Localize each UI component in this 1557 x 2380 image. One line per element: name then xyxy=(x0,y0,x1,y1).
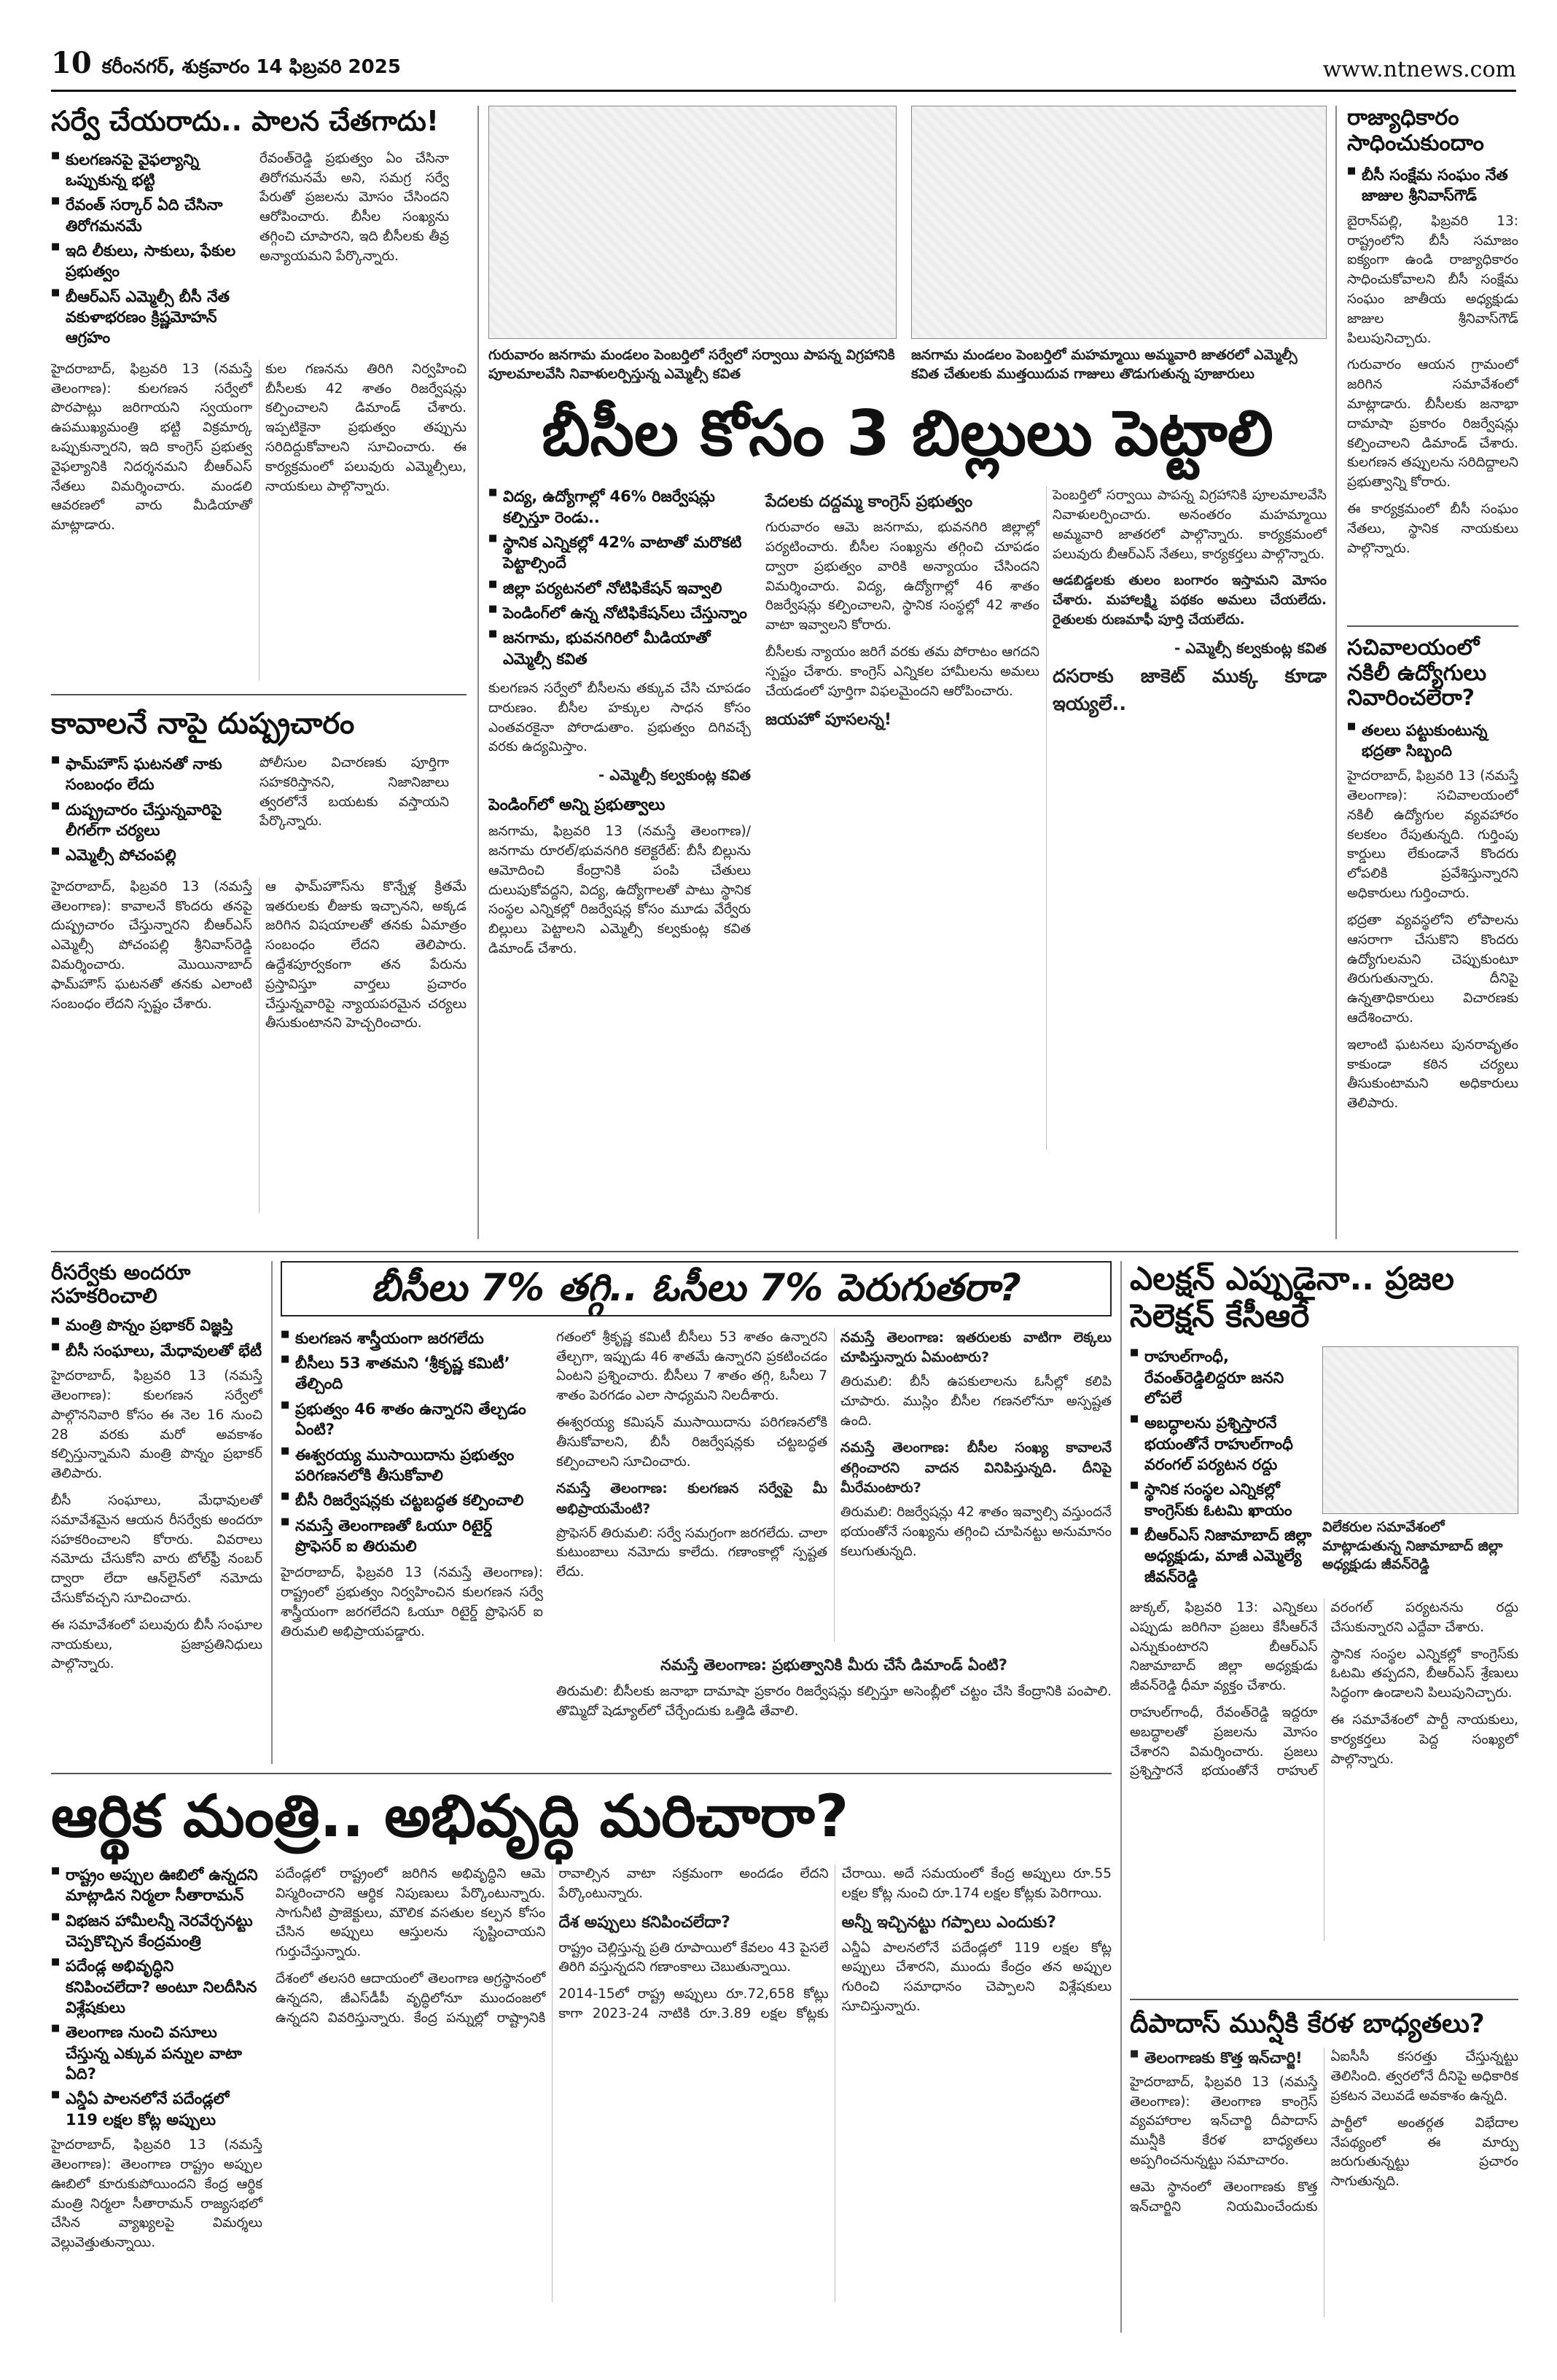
bullet-item: ■ స్థానిక సంస్థల ఎన్నికల్లో కాంగ్రెస్‌కు ఓటమి ఖాయం xyxy=(1130,1479,1312,1521)
quote-signature: - ఎమ్మెల్సీ కల్వకుంట్ల కవిత xyxy=(1174,639,1327,657)
subheading: పెండింగ్‌లో అన్ని ప్రభుత్వాలు xyxy=(488,796,666,815)
article-bullets xyxy=(488,486,751,669)
bullet-item: ■ తెలంగాణకు కొత్త ఇన్‌చార్జి! xyxy=(1130,2048,1318,2068)
paragraph: హైదరాబాద్‌, ఫిబ్రవరి 13 (నమస్తే తెలంగాణ): కావాలనే కొందరు తనపై దుష్ప్రచారం చేస్తున్నారని బీఆర్‌ఎస్‌ ఎమ్మెల్సీ పోచంపల్లి శ్రీనివాస్‌రెడ్డి విమర్శించారు. మొయినాబాద్‌ ఫామ్‌హౌస్‌ ఘటనతో తనకు ఎలాంటి సంబంధం లేదని స్పష్టం చేశారు. xyxy=(51,878,252,1012)
bullet-item: ■ విద్య, ఉద్యోగాల్లో 46% రిజర్వేషన్లు కల్పిస్తూ రెండు.. xyxy=(488,486,751,528)
bullet-item: ■ బీసీలు 53 శాతమని ‘శ్రీకృష్ణ కమిటీ’ తేల్చింది xyxy=(281,1353,543,1394)
article-body-right xyxy=(260,149,449,353)
paragraph: ఈ సమావేశంలో పలువురు బీసీ సంఘాల నాయకులు, ప్రజాప్రతినిధులు పాల్గొన్నారు. xyxy=(51,1617,262,1672)
quote-text: కులగణన సర్వేలో బీసీలను తక్కువ చేసి చూపడం దారుణం. బీసీల హక్కుల సాధన కోసం ఎంతవరకైనా పోరాడుతాం. ప్రభుత్వం దిగివచ్చే వరకు ఉద్యమిస్తాం. xyxy=(488,680,751,755)
bullet-item: ■ పదేండ్ల అభివృద్ధిని కనిపించలేదా? అంటూ నిలదీసిన విశ్లేషకులు xyxy=(51,1956,262,2018)
interview-question: నమస్తే తెలంగాణ: ఇతరులకు వాటిగా లెక్కలు చూపిస్తున్నారు ఏమంటారు? xyxy=(840,1329,1112,1366)
paragraph: ఇలాంటి ఘటనలు పునరావృతం కాకుండా కఠిన చర్యలు తీసుకుంటామని అధికారులు తెలిపారు. xyxy=(1347,1037,1518,1112)
interview-answer: తిరుమలి: రిజర్వేషన్లు 42 శాతం ఇవ్వాల్సి వస్తుందనే భయంతోనే సంఖ్యను తగ్గించి చూపినట్టు అనుమానం కలుగుతున్నది. xyxy=(840,1504,1112,1559)
page-folio xyxy=(51,46,1516,92)
paragraph: బైరాన్‌పల్లి, ఫిబ్రవరి 13: రాష్ట్రంలోని బీసీ సమాజం ఐక్యంగా ఉండి రాజ్యాధికారం సాధించుకోవాలని బీసీ సంక్షేమ సంఘం జాతీయ అధ్యక్షుడు జాజుల శ్రీనివాస్‌గౌడ్‌ పిలుపునిచ్చారు. xyxy=(1347,213,1518,346)
paragraph: ఈశ్వరయ్య కమిషన్‌ ముసాయిదాను పరిగణనలోకి తీసుకోవాలని, బీసీ రిజర్వేషన్లకు చట్టబద్ధత కల్పించాలని సూచించారు. xyxy=(556,1415,827,1470)
article-bullets xyxy=(51,149,248,353)
article-deepa-dasmunshi xyxy=(1130,2009,1518,2333)
column-rule xyxy=(1335,106,1337,1239)
subheading: అన్నీ ఇచ్చినట్టు గప్పాలు ఎందుకు? xyxy=(841,1913,1056,1932)
bullet-item: ■ జనగామ, భువనగిరిలో మీడియాతో ఎమ్మెల్సీ కవిత xyxy=(488,628,751,669)
paragraph: రాష్ట్రం చెల్లిస్తున్న ప్రతి రూపాయిలో కేవలం 43 పైసలే తిరిగి వస్తున్నదని గణాంకాలు చెబుతున్నాయి. xyxy=(558,1940,829,1975)
interview-question: నమస్తే తెలంగాణ: కులగణన సర్వేపై మీ అభిప్రాయమేంటి? xyxy=(556,1480,827,1518)
photo-kavitha-jatara xyxy=(911,106,1327,339)
website-link[interactable]: www.ntnews.com xyxy=(1322,57,1516,82)
bullet-item: ■ బీఆర్‌ఎస్‌ నిజామాబాద్‌ జిల్లా అధ్యక్షుడు, మాజీ ఎమ్మెల్యే జీవన్‌రెడ్డి xyxy=(1130,1525,1312,1587)
paragraph: రాహుల్‌గాంధీ, రేవంత్‌రెడ్డి ఇద్దరూ అబద్ధాలతో ప్రజలను మోసం చేశారని విమర్శించారు. ప్రజలు ప్రశ్నిస్తారనే భయంతోనే రాహుల్‌ వరంగల్‌ పర్యటనను రద్దు చేసుకున్నారని ఎద్దేవా చేశారు. xyxy=(1130,1599,1518,1779)
bullet-item: ■ బీసీ సంక్షేమ సంఘం నేత జాజుల శ్రీనివాస్‌గౌడ్‌ xyxy=(1347,165,1518,206)
article-bullets xyxy=(281,1328,543,1556)
bullet-item: ■ అబద్ధాలను ప్రశ్నిస్తారనే భయంతోనే రాహుల్‌గాంధీ వరంగల్‌ పర్యటన రద్దు xyxy=(1130,1413,1312,1475)
paragraph: పోలీసుల విచారణకు పూర్తిగా సహకరిస్తానని, నిజానిజాలు త్వరలోనే బయటకు వస్తాయని పేర్కొన్నారు. xyxy=(260,755,449,830)
paragraph: హైదరాబాద్‌, ఫిబ్రవరి 13 (నమస్తే తెలంగాణ): తెలంగాణ రాష్ట్రం అప్పుల ఊబిలో కూరుకుపోయిందని కేంద్ర ఆర్థిక మంత్రి నిర్మలా సీతారామన్‌ రాజ్యసభలో చేసిన వ్యాఖ్యలపై విమర్శలు వెల్లువెత్తుతున్నాయి. xyxy=(51,2137,262,2251)
article-false-propaganda xyxy=(51,707,467,1239)
bullet-item: ■ విభజన హామీలన్నీ నెరవేర్చనట్టు చెప్పకొచ్చిన కేంద్రమంత్రి xyxy=(51,1911,262,1952)
bullet-item: ■ రాహుల్‌గాంధీ, రేవంత్‌రెడ్డిలిద్దరూ జనని లోపలే xyxy=(1130,1346,1312,1408)
divider xyxy=(51,694,467,695)
paragraph: ఈ కార్యక్రమంలో బీసీ సంఘం నేతలు, స్థానిక నాయకులు పాల్గొన్నారు. xyxy=(1347,502,1518,556)
bullet-item: ■ తలలు పట్టుకుంటున్న భద్రతా సిబ్బంది xyxy=(1347,720,1518,762)
article-body-columns xyxy=(765,486,1327,1150)
bullet-item: ■ స్థానిక ఎన్నికల్లో 42% వాటాతో మరొకటి పెట్టాల్సిందే xyxy=(488,532,751,574)
subheading: పేదలకు దద్దమ్మ కాంగ్రెస్‌ ప్రభుత్వం xyxy=(765,493,973,512)
bullet-item: ■ ఈశ్వరయ్య ముసాయిదాను ప్రభుత్వం పరిగణనలోకి తీసుకోవాలి xyxy=(281,1445,543,1486)
dateline: కరీంనగర్‌, శుక్రవారం 14 ఫిబ్రవరి 2025 xyxy=(101,56,401,78)
left-column xyxy=(488,486,751,1150)
bullet-item: ■ మంత్రి పొన్నం ప్రభాకర్‌ విజ్ఞప్తి xyxy=(51,1315,262,1335)
article-headline: ఎలక్షన్‌ ఎప్పుడైనా.. ప్రజల సెలెక్షన్‌ కేసీఆరే xyxy=(1130,1261,1454,1335)
paragraph: ఈ సమావేశంలో పార్టీ నాయకులు, కార్యకర్తలు పెద్ద సంఖ్యలో పాల్గొన్నారు. xyxy=(1330,1712,1518,1767)
divider xyxy=(51,1773,1112,1774)
paragraph: హైదరాబాద్‌, ఫిబ్రవరి 13 (నమస్తే తెలంగాణ): కులగణన సర్వేలో పొరపాట్లు జరిగాయని స్వయంగా ఉపముఖ్యమంత్రి భట్టి విక్రమార్క ఒప్పుకున్నారని, ఇది కాంగ్రెస్‌ ప్రభుత్వ వైఫల్యానికి నిదర్శనమని బీఆర్‌ఎస్‌ నేతలు విమర్శించారు. మండలి ఆవరణలో వారు మీడియాతో మాట్లాడారు. xyxy=(51,361,252,534)
article-bullets xyxy=(1347,165,1518,206)
article-survey-failure xyxy=(51,106,467,682)
photo-caption: విలేకరుల సమావేశంలో మాట్లాడుతున్న నిజామాబాద్‌ జిల్లా అధ్యక్షుడు జీవన్‌రెడ్డి xyxy=(1322,1519,1503,1573)
quote-box xyxy=(488,679,751,786)
paragraph: బీసీలకు న్యాయం జరిగే వరకు తమ పోరాటం ఆగదని స్పష్టం చేశారు. కాంగ్రెస్‌ ఎన్నికల హామీలను అమలు చేయడంలో పూర్తిగా విఫలమైందని ఆరోపించారు. xyxy=(765,644,1039,699)
bullet-item: ■ జిల్లా పర్యటనలో నోటిఫికేషన్‌ ఇవ్వాలి xyxy=(488,578,751,598)
subheading: దసరాకు జాకెట్‌ ముక్క కూడా ఇయ్యలే.. xyxy=(1053,665,1327,715)
paragraph: ఆమె స్థానంలో తెలంగాణకు కొత్త ఇన్‌చార్జిని నియమించేందుకు ఏఐసీసీ కసరత్తు చేస్తున్నట్టు తెలిసింది. త్వరలోనే దీనిపై అధికారిక ప్రకటన వెలువడే అవకాశం ఉన్నది. xyxy=(1130,2049,1518,2215)
demand-section xyxy=(556,1656,1112,1722)
bullet-item: ■ ఎమ్మెల్సీ పోచంపల్లి xyxy=(51,845,248,865)
paragraph: హైదరాబాద్‌, ఫిబ్రవరి 13 (నమస్తే తెలంగాణ): సచివాలయంలో నకిలీ ఉద్యోగుల వ్యవహారం కలకలం రేపుతున్నది. గుర్తింపు కార్డులు లేకుండానే కొందరు లోపలికి ప్రవేశిస్తున్నారని అధికారులు గుర్తించారు. xyxy=(1347,768,1518,902)
paragraph: గురువారం ఆమె జనగామ, భువనగిరి జిల్లాల్లో పర్యటించారు. బీసీల సంఖ్యను తగ్గించి చూపడం ద్వారా ప్రభుత్వం వారికి అన్యాయం చేసిందని విమర్శించారు. విద్య, ఉద్యోగాల్లో 46 శాతం రిజర్వేషన్లు కల్పించాలని, స్థానిక సంస్థల్లో 42 శాతం వాటా ఇవ్వాలని కోరారు. xyxy=(765,520,1039,633)
paragraph: తిరుమలి: బీసీలకు జనాభా దామాషా ప్రకారం రిజర్వేషన్లు కల్పిస్తూ అసెంబ్లీలో చట్టం చేసి కేంద్రానికి పంపాలి. తొమ్మిదో షెడ్యూల్‌లో చేర్చేందుకు ఒత్తిడి తేవాలి. xyxy=(556,1684,1112,1720)
subheading: దేశ అప్పులు కనిపించలేదా? xyxy=(558,1913,730,1932)
bullet-item: ■ బీసీ రిజర్వేషన్లకు చట్టబద్ధత కల్పించాలి xyxy=(281,1490,543,1510)
paragraph: జనగామ, ఫిబ్రవరి 13 (నమస్తే తెలంగాణ)/జనగామ రూరల్‌/భువనగిరి కలెక్టరేట్‌: బీసీ బిల్లును ఆమోదించి కేంద్రానికి పంపి చేతులు దులుపుకోవద్దని, విద్య, ఉద్యోగాలతో పాటు స్థానిక సంస్థల ఎన్నికల్లో రిజర్వేషన్ల కోసం మూడు వేర్వేరు బిల్లులు పెట్టాలని ఎమ్మెల్సీ కల్వకుంట్ల కవిత డిమాండ్‌ చేశారు. xyxy=(488,824,751,957)
photo-kavitha-tribute xyxy=(488,106,897,339)
paragraph: దేశంలో తలసరి ఆదాయంలో తెలంగాణ అగ్రస్థానంలో ఉన్నదని, జీఎస్‌డీపీ వృద్ధిలోనూ ముందంజలో ఉన్నదని వివరిస్తున్నారు. కేంద్ర పన్నుల్లో రాష్ట్రానికి రావాల్సిన వాటా సక్రమంగా అందడం లేదని పేర్కొంటున్నారు. xyxy=(276,1866,829,2026)
bullet-item: ■ బీసీ సంఘాలు, మేధావులతో భేటీ xyxy=(51,1341,262,1361)
interview-columns xyxy=(556,1328,1112,1642)
article-bullets xyxy=(51,754,248,870)
article-headline: సర్వే చేయరాదు.. పాలన చేతగాదు! xyxy=(51,106,440,137)
bullet-item: ■ కులగణన శాస్త్రీయంగా జరగలేదు xyxy=(281,1328,543,1349)
divider xyxy=(1347,625,1518,627)
article-body xyxy=(1347,767,1518,1114)
bullet-item: ■ దుష్ప్రచారం చేస్తున్నవారిపై లీగల్‌గా చర్యలు xyxy=(51,800,248,841)
paragraph: గురువారం ఆయన గ్రామంలో జరిగిన సమావేశంలో మాట్లాడారు. బీసీలకు జనాభా దామాషా ప్రకారం రిజర్వేషన్లు కల్పించాలని డిమాండ్‌ చేశారు. కులగణన తప్పులను సరిదిద్దాలని ప్రభుత్వాన్ని కోరారు. xyxy=(1347,357,1518,491)
article-body xyxy=(51,878,467,1213)
article-fake-employees xyxy=(1347,636,1518,1239)
article-body xyxy=(1347,212,1518,559)
article-finance-minister xyxy=(51,1783,1112,2333)
article-bc-bills xyxy=(488,106,1327,1239)
article-bullets xyxy=(1347,720,1518,762)
photo-caption: గురువారం జనగామ మండలం పెంబర్తిలో సర్వేలో సర్వాయి పాపన్న విగ్రహానికి పూలమాలవేసి నివాళులర్పిస్తున్న ఎమ్మెల్సీ కవిత xyxy=(488,347,895,382)
interview-question: నమస్తే తెలంగాణ: ప్రభుత్వానికి మీరు చేసే డిమాండ్‌ ఏంటి? xyxy=(660,1656,1007,1674)
bullet-item: ■ బీఆర్‌ఎస్‌ ఎమ్మెల్సీ బీసీ నేత వకుళాభరణం క్రిష్ణమోహన్‌ ఆగ్రహం xyxy=(51,286,248,348)
article-body xyxy=(51,1367,262,1674)
bullet-item: ■ రాష్ట్రం అప్పుల ఊబిలో ఉన్నదని మాట్లాడిన నిర్మలా సీతారామన్‌ xyxy=(51,1865,262,1906)
paragraph: ఎన్డీఏ పాలనలోనే పదేండ్లలో 119 లక్షల కోట్ల అప్పులు చేశారని, ముందు కేంద్రం తన అప్పుల గురించి సమాధానం చెప్పాలని విశ్లేషకులు సూచిస్తున్నారు. xyxy=(841,1940,1112,2014)
quote-signature: - ఎమ్మెల్సీ కల్వకుంట్ల కవిత xyxy=(598,766,751,784)
article-interview-tirumali xyxy=(281,1261,1112,1764)
article-body xyxy=(281,1564,543,1642)
article-resurvey xyxy=(51,1261,262,1764)
article-bullets xyxy=(1130,2048,1318,2068)
article-headline: బీసీల కోసం 3 బిల్లులు పెట్టాలి xyxy=(542,397,1273,471)
paragraph: బీసీ సంఘాలు, మేధావులతో సమావేశమైన ఆయన రీసర్వేకు అందరూ సహకరించాలని కోరారు. వివరాలు నమోదు చేసుకోని వారు టోల్‌ఫ్రీ నంబర్‌ ద్వారా లేదా ఆన్‌లైన్‌లో నమోదు చేసుకోవచ్చని సూచించారు. xyxy=(51,1492,262,1606)
article-political-power xyxy=(1347,106,1518,616)
photo-caption: జనగామ మండలం పెంబర్తిలో మహమ్మాయి అమ్మవారి జాతరలో ఎమ్మెల్సీ కవిత చేతులకు ముత్తయిదువ గాజులు తొడుగుతున్న పూజారులు xyxy=(911,347,1298,382)
article-body-right xyxy=(260,754,449,870)
page-number: 10 xyxy=(51,46,92,80)
bullet-item: ■ పెండింగ్‌లో ఉన్న నోటిఫికేషన్‌లు చేస్తున్నాం xyxy=(488,603,751,623)
bullet-item: ■ ఇది లీకులు, సాకులు, ఫేకుల ప్రభుత్వం xyxy=(51,241,248,282)
interview-answer: ప్రొఫెసర్‌ తిరుమలి: సర్వే సమగ్రంగా జరగలేదు. చాలా కుటుంబాలు నమోదు కాలేదు. గణాంకాల్లో స్పష్టత లేదు. xyxy=(556,1525,827,1580)
article-headline: కావాలనే నాపై దుష్ప్రచారం xyxy=(51,707,355,741)
bullet-item: ■ ఎన్డీఏ పాలనలోనే పదేండ్లలో 119 లక్షల కోట్ల అప్పులు xyxy=(51,2088,262,2130)
article-bullets xyxy=(1130,1346,1312,1591)
article-body xyxy=(488,822,751,959)
column-rule xyxy=(1120,1261,1122,2333)
article-headline: రీసర్వేకు అందరూ సహకరించాలి xyxy=(51,1261,191,1308)
left-column xyxy=(281,1328,543,1650)
article-bullets xyxy=(51,1865,262,2130)
paragraph: పెంబర్తిలో సర్వాయి పాపన్న విగ్రహానికి పూలమాలవేసి నివాళులర్పించారు. అనంతరం మహమ్మాయి అమ్మవారి జాతరలో పాల్గొన్నారు. కార్యక్రమంలో పలువురు బీఆర్‌ఎస్‌ నేతలు, కార్యకర్తలు పాల్గొన్నారు. xyxy=(1053,488,1327,562)
bullet-item: ■ ఫామ్‌హౌస్‌ ఘటనతో నాకు సంబంధం లేదు xyxy=(51,754,248,795)
interview-question: నమస్తే తెలంగాణ: బీసీల సంఖ్య కావాలనే తగ్గించారని వాదన వినిపిస్తున్నది. దీనిపై మీరేమంటారు? xyxy=(840,1440,1112,1497)
bullet-item: ■ రేవంత్‌ సర్కార్‌ ఏది చేసినా తిరోగమనమే xyxy=(51,195,248,236)
paragraph: హైదరాబాద్‌, ఫిబ్రవరి 13 (నమస్తే తెలంగాణ): రాష్ట్రంలో ప్రభుత్వం నిర్వహించిన కులగణన సర్వే శాస్త్రీయంగా జరగలేదని ఓయూ రిటైర్డ్‌ ప్రొఫెసర్‌ ఐ తిరుమలి అభిప్రాయపడ్డారు. xyxy=(281,1565,543,1639)
article-body-columns xyxy=(276,1865,1112,2302)
column-rule xyxy=(477,106,479,1239)
paragraph: పార్టీలో అంతర్గత విభేదాల నేపథ్యంలో ఈ మార్పు జరుగుతున్నట్టు ప్రచారం సాగుతున్నది. xyxy=(1330,2115,1518,2190)
paragraph: హైదరాబాద్‌, ఫిబ్రవరి 13 (నమస్తే తెలంగాణ): తెలంగాణ కాంగ్రెస్‌ వ్యవహారాల ఇన్‌చార్జి దీపాదాస్‌ మున్షీకి కేరళ బాధ్యతలు అప్పగించనున్నట్టు సమాచారం. xyxy=(1130,2074,1318,2168)
paragraph: కుల గణనను తిరిగి నిర్వహించి బీసీలకు 42 శాతం రిజర్వేషన్లు కల్పించాలని డిమాండ్‌ చేశారు. ఇప్పటికైనా ప్రభుత్వం తప్పును సరిదిద్దుకోవాలని సూచించారు. ఈ కార్యక్రమంలో పలువురు ఎమ్మెల్సీలు, నాయకులు పాల్గొన్నారు. xyxy=(265,361,467,494)
paragraph: ఆ ఫామ్‌హౌస్‌ను కొన్నేళ్ల క్రితమే ఇతరులకు లీజుకు ఇచ్చానని, అక్కడ జరిగిన విషయాలతో తనకు ఏమాత్రం సంబంధం లేదని తెలిపారు. ఉద్దేశపూర్వకంగా తన పేరును ప్రస్తావిస్తూ వార్తలు ప్రచారం చేస్తున్నవారిపై న్యాయపరమైన చర్యలు తీసుకుంటానని హెచ్చరించారు. xyxy=(265,878,467,1031)
photo-jeevan-reddy xyxy=(1322,1346,1518,1514)
article-body xyxy=(1130,1599,1518,1941)
bullet-item: ■ కులగణనపై వైఫల్యాన్ని ఒప్పుకున్న భట్టి xyxy=(51,149,248,191)
photo-column xyxy=(1322,1346,1518,1591)
subheading: జయహో పూసలన్న! xyxy=(765,711,892,730)
column-rule xyxy=(271,1261,273,1764)
interview-answer: తిరుమలి: బీసీ ఉపకులాలను ఓసీల్లో కలిపి చూపారు. ముస్లిం బీసీల గణనలోనూ అస్పష్టత ఉంది. xyxy=(840,1373,1112,1429)
article-election-kcr xyxy=(1130,1261,1518,1990)
quote-text: ఆడబిడ్డలకు తులం బంగారం ఇస్తామని మోసం చేశారు. మహాలక్ష్మి పథకం అమలు చేయలేదు. రైతులకు రుణమాఫీ పూర్తి చేయలేదు. xyxy=(1053,573,1327,628)
paragraph: జుక్కల్‌, ఫిబ్రవరి 13: ఎన్నికలు ఎప్పుడు జరిగినా ప్రజలు కేసీఆర్‌నే ఎన్నుకుంటారని బీఆర్‌ఎస్‌ నిజామాబాద్‌ జిల్లా అధ్యక్షుడు జీవన్‌రెడ్డి ధీమా వ్యక్తం చేశారు. xyxy=(1130,1599,1318,1694)
paragraph: స్థానిక సంస్థల ఎన్నికల్లో కాంగ్రెస్‌కు ఓటమి తప్పదని, బీఆర్‌ఎస్‌ శ్రేణులు సిద్ధంగా ఉండాలని పిలుపునిచ్చారు. xyxy=(1330,1646,1518,1701)
divider xyxy=(1130,1999,1518,2000)
paragraph: హైదరాబాద్‌, ఫిబ్రవరి 13 (నమస్తే తెలంగాణ): కులగణన సర్వేలో పాల్గొననివారి కోసం ఈ నెల 16 నుంచి 28 వరకు మరో అవకాశం కల్పిస్తున్నామని మంత్రి పొన్నం ప్రభాకర్‌ తెలిపారు. xyxy=(51,1368,262,1482)
article-body xyxy=(1130,2048,1518,2317)
paragraph: రేవంత్‌రెడ్డి ప్రభుత్వం ఏం చేసినా తిరోగమనమే అని, సమగ్ర సర్వే పేరుతో ప్రజలను మోసం చేసిందని ఆరోపించారు. బీసీల సంఖ్యను తగ్గించి చూపారని, ఇది బీసీలకు తీవ్ర అన్యాయమని పేర్కొన్నారు. xyxy=(260,150,449,264)
paragraph: గతంలో శ్రీకృష్ణ కమిటీ బీసీలు 53 శాతం ఉన్నారని తేల్చగా, ఇప్పుడు 46 శాతమే ఉన్నారని ప్రకటించడం ఏంటని ప్రశ్నించారు. బీసీలు 7 శాతం తగ్గి, ఓసీలు 7 శాతం పెరగడం ఎలా సాధ్యమని నిలదీశారు. xyxy=(556,1329,827,1404)
paragraph: 2014-15లో రాష్ట్ర అప్పులు రూ.72,658 కోట్లు కాగా 2023-24 నాటికి రూ.3.89 లక్షల కోట్లకు చేరాయి. అదే సమయంలో కేంద్ర అప్పులు రూ.55 లక్షల కోట్ల నుంచి రూ.174 లక్షల కోట్లకు పెరిగాయి. xyxy=(558,1866,1112,2021)
article-body xyxy=(51,2136,262,2253)
article-headline: రాజ్యాధికారం సాధించుకుందాం xyxy=(1347,106,1484,156)
interview-answer xyxy=(556,1682,1112,1722)
article-headline: ఆర్థిక మంత్రి.. అభివృద్ధి మరిచారా? xyxy=(51,1783,849,1850)
bullet-item: ■ తెలంగాణ నుంచి వసూలు చేస్తున్న ఎక్కువ పన్నుల వాటా ఏది? xyxy=(51,2022,262,2084)
paragraph: భద్రతా వ్యవస్థలోని లోపాలను ఆసరాగా చేసుకొని కొందరు ఉద్యోగులమని చెప్పుకుంటూ తిరుగుతున్నారు. దీనిపై ఉన్నతాధికారులు విచారణకు ఆదేశించారు. xyxy=(1347,912,1518,1026)
bullet-item: ■ ప్రభుత్వం 46 శాతం ఉన్నారని తేల్చడం ఏంటి? xyxy=(281,1399,543,1440)
folio-left xyxy=(51,46,401,82)
divider xyxy=(51,1251,1518,1252)
paragraph: పదేండ్లలో రాష్ట్రంలో జరిగిన అభివృద్ధిని ఆమె విస్మరించారని ఆర్థిక నిపుణులు పేర్కొంటున్నారు. సాగునీటి ప్రాజెక్టులు, మౌలిక వసతుల కల్పన కోసం చేసిన అప్పులు ఆస్తులను సృష్టించాయని గుర్తుచేస్తున్నారు. xyxy=(276,1866,546,1960)
article-bullets xyxy=(51,1315,262,1361)
article-headline: బీసీలు 7% తగ్గి.. ఓసీలు 7% పెరుగుతరా? xyxy=(281,1261,1112,1316)
article-headline: దీపాదాస్‌ మున్షీకి కేరళ బాధ్యతలు? xyxy=(1130,2009,1485,2039)
left-column xyxy=(51,1865,262,2302)
article-headline: సచివాలయంలో నకిలీ ఉద్యోగులు నివారించలేరా? xyxy=(1347,636,1487,711)
article-body xyxy=(51,360,467,681)
bullet-item: ■ నమస్తే తెలంగాణతో ఓయూ రిటైర్డ్‌ ప్రొఫెసర్‌ ఐ తిరుమలి xyxy=(281,1515,543,1557)
